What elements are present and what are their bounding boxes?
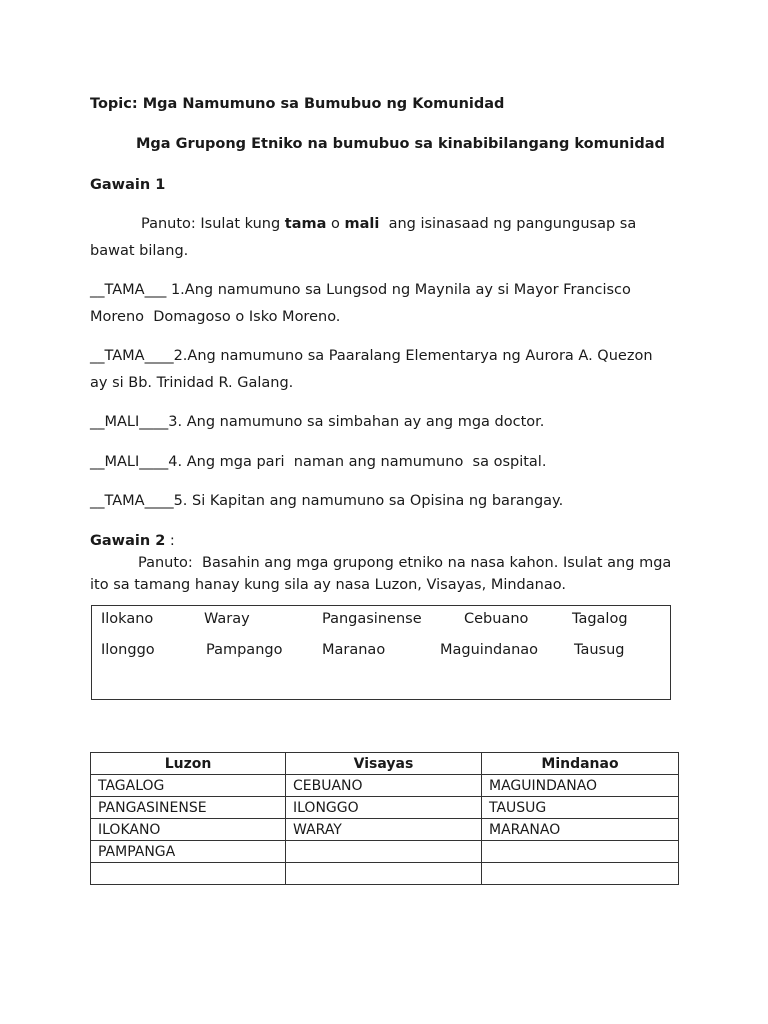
word-tama: tama — [284, 216, 327, 232]
table-row — [91, 819, 679, 841]
gawain2-heading-label: Gawain 2 — [90, 533, 166, 549]
item-5: __TAMA____5. Si Kapitan ang namumuno sa Opisina ng barangay. — [90, 493, 564, 509]
word-mali: mali — [344, 216, 380, 232]
group-word: Waray — [204, 611, 250, 627]
subtitle-heading: Mga Grupong Etniko na bumubuo sa kinabibilangang komunidad — [136, 136, 665, 152]
header-visayas: Visayas — [286, 753, 482, 775]
gawain1-heading: Gawain 1 — [90, 177, 166, 193]
item-2-line2: ay si Bb. Trinidad R. Galang. — [90, 375, 294, 391]
group-word: Maranao — [322, 642, 386, 658]
group-word: Tausug — [574, 642, 625, 658]
table-cell: ILONGGO — [286, 797, 482, 819]
table-row — [91, 863, 679, 885]
group-word: Pangasinense — [322, 611, 422, 627]
instruction-mid: o — [326, 216, 345, 232]
group-word: Pampango — [206, 642, 283, 658]
table-cell: TAUSUG — [482, 797, 679, 819]
table-cell: MARANAO — [482, 819, 679, 841]
item-1-line2: Moreno Domagoso o Isko Moreno. — [90, 309, 341, 325]
header-mindanao: Mindanao — [482, 753, 679, 775]
group-word: Ilonggo — [101, 642, 155, 658]
table-cell: CEBUANO — [286, 775, 482, 797]
table-row — [91, 797, 679, 819]
header-luzon: Luzon — [91, 753, 286, 775]
table-cell: TAGALOG — [91, 775, 286, 797]
table-cell — [482, 863, 679, 885]
table-cell: MAGUINDANAO — [482, 775, 679, 797]
gawain2-heading-colon: : — [165, 533, 175, 549]
table-cell: ILOKANO — [91, 819, 286, 841]
group-word: Cebuano — [464, 611, 529, 627]
region-table — [90, 752, 679, 885]
gawain2-heading — [90, 534, 175, 549]
group-word: Tagalog — [572, 611, 628, 627]
table-cell: PAMPANGA — [91, 841, 286, 863]
item-2-line1: __TAMA____2.Ang namumuno sa Paaralang Elementarya ng Aurora A. Quezon — [90, 348, 653, 364]
table-row — [91, 775, 679, 797]
table-cell — [91, 863, 286, 885]
gawain1-instruction-line2: bawat bilang. — [90, 243, 189, 259]
item-1-line1: __TAMA___ 1.Ang namumuno sa Lungsod ng Maynila ay si Mayor Francisco — [90, 282, 631, 298]
table-cell — [286, 841, 482, 863]
table-cell: PANGASINENSE — [91, 797, 286, 819]
gawain2-instruction-line2: ito sa tamang hanay kung sila ay nasa Luzon, Visayas, Mindanao. — [90, 577, 566, 593]
gawain2-instruction-line1: Panuto: Basahin ang mga grupong etniko na nasa kahon. Isulat ang mga — [138, 555, 672, 571]
item-3: __MALI____3. Ang namumuno sa simbahan ay ang mga doctor. — [90, 414, 545, 430]
topic-heading: Topic: Mga Namumuno sa Bumubuo ng Komunidad — [90, 96, 505, 112]
instruction-prefix: Panuto: Isulat kung — [141, 216, 285, 232]
table-cell: WARAY — [286, 819, 482, 841]
table-cell — [286, 863, 482, 885]
table-cell — [482, 841, 679, 863]
instruction-suffix: ang isinasaad ng pangungusap sa — [379, 216, 637, 232]
gawain1-instruction — [141, 217, 636, 232]
ethnic-groups-box — [91, 605, 671, 700]
item-4: __MALI____4. Ang mga pari naman ang namumuno sa ospital. — [90, 454, 547, 470]
table-row — [91, 841, 679, 863]
group-word: Maguindanao — [440, 642, 539, 658]
group-word: Ilokano — [101, 611, 154, 627]
table-header-row — [91, 753, 679, 775]
